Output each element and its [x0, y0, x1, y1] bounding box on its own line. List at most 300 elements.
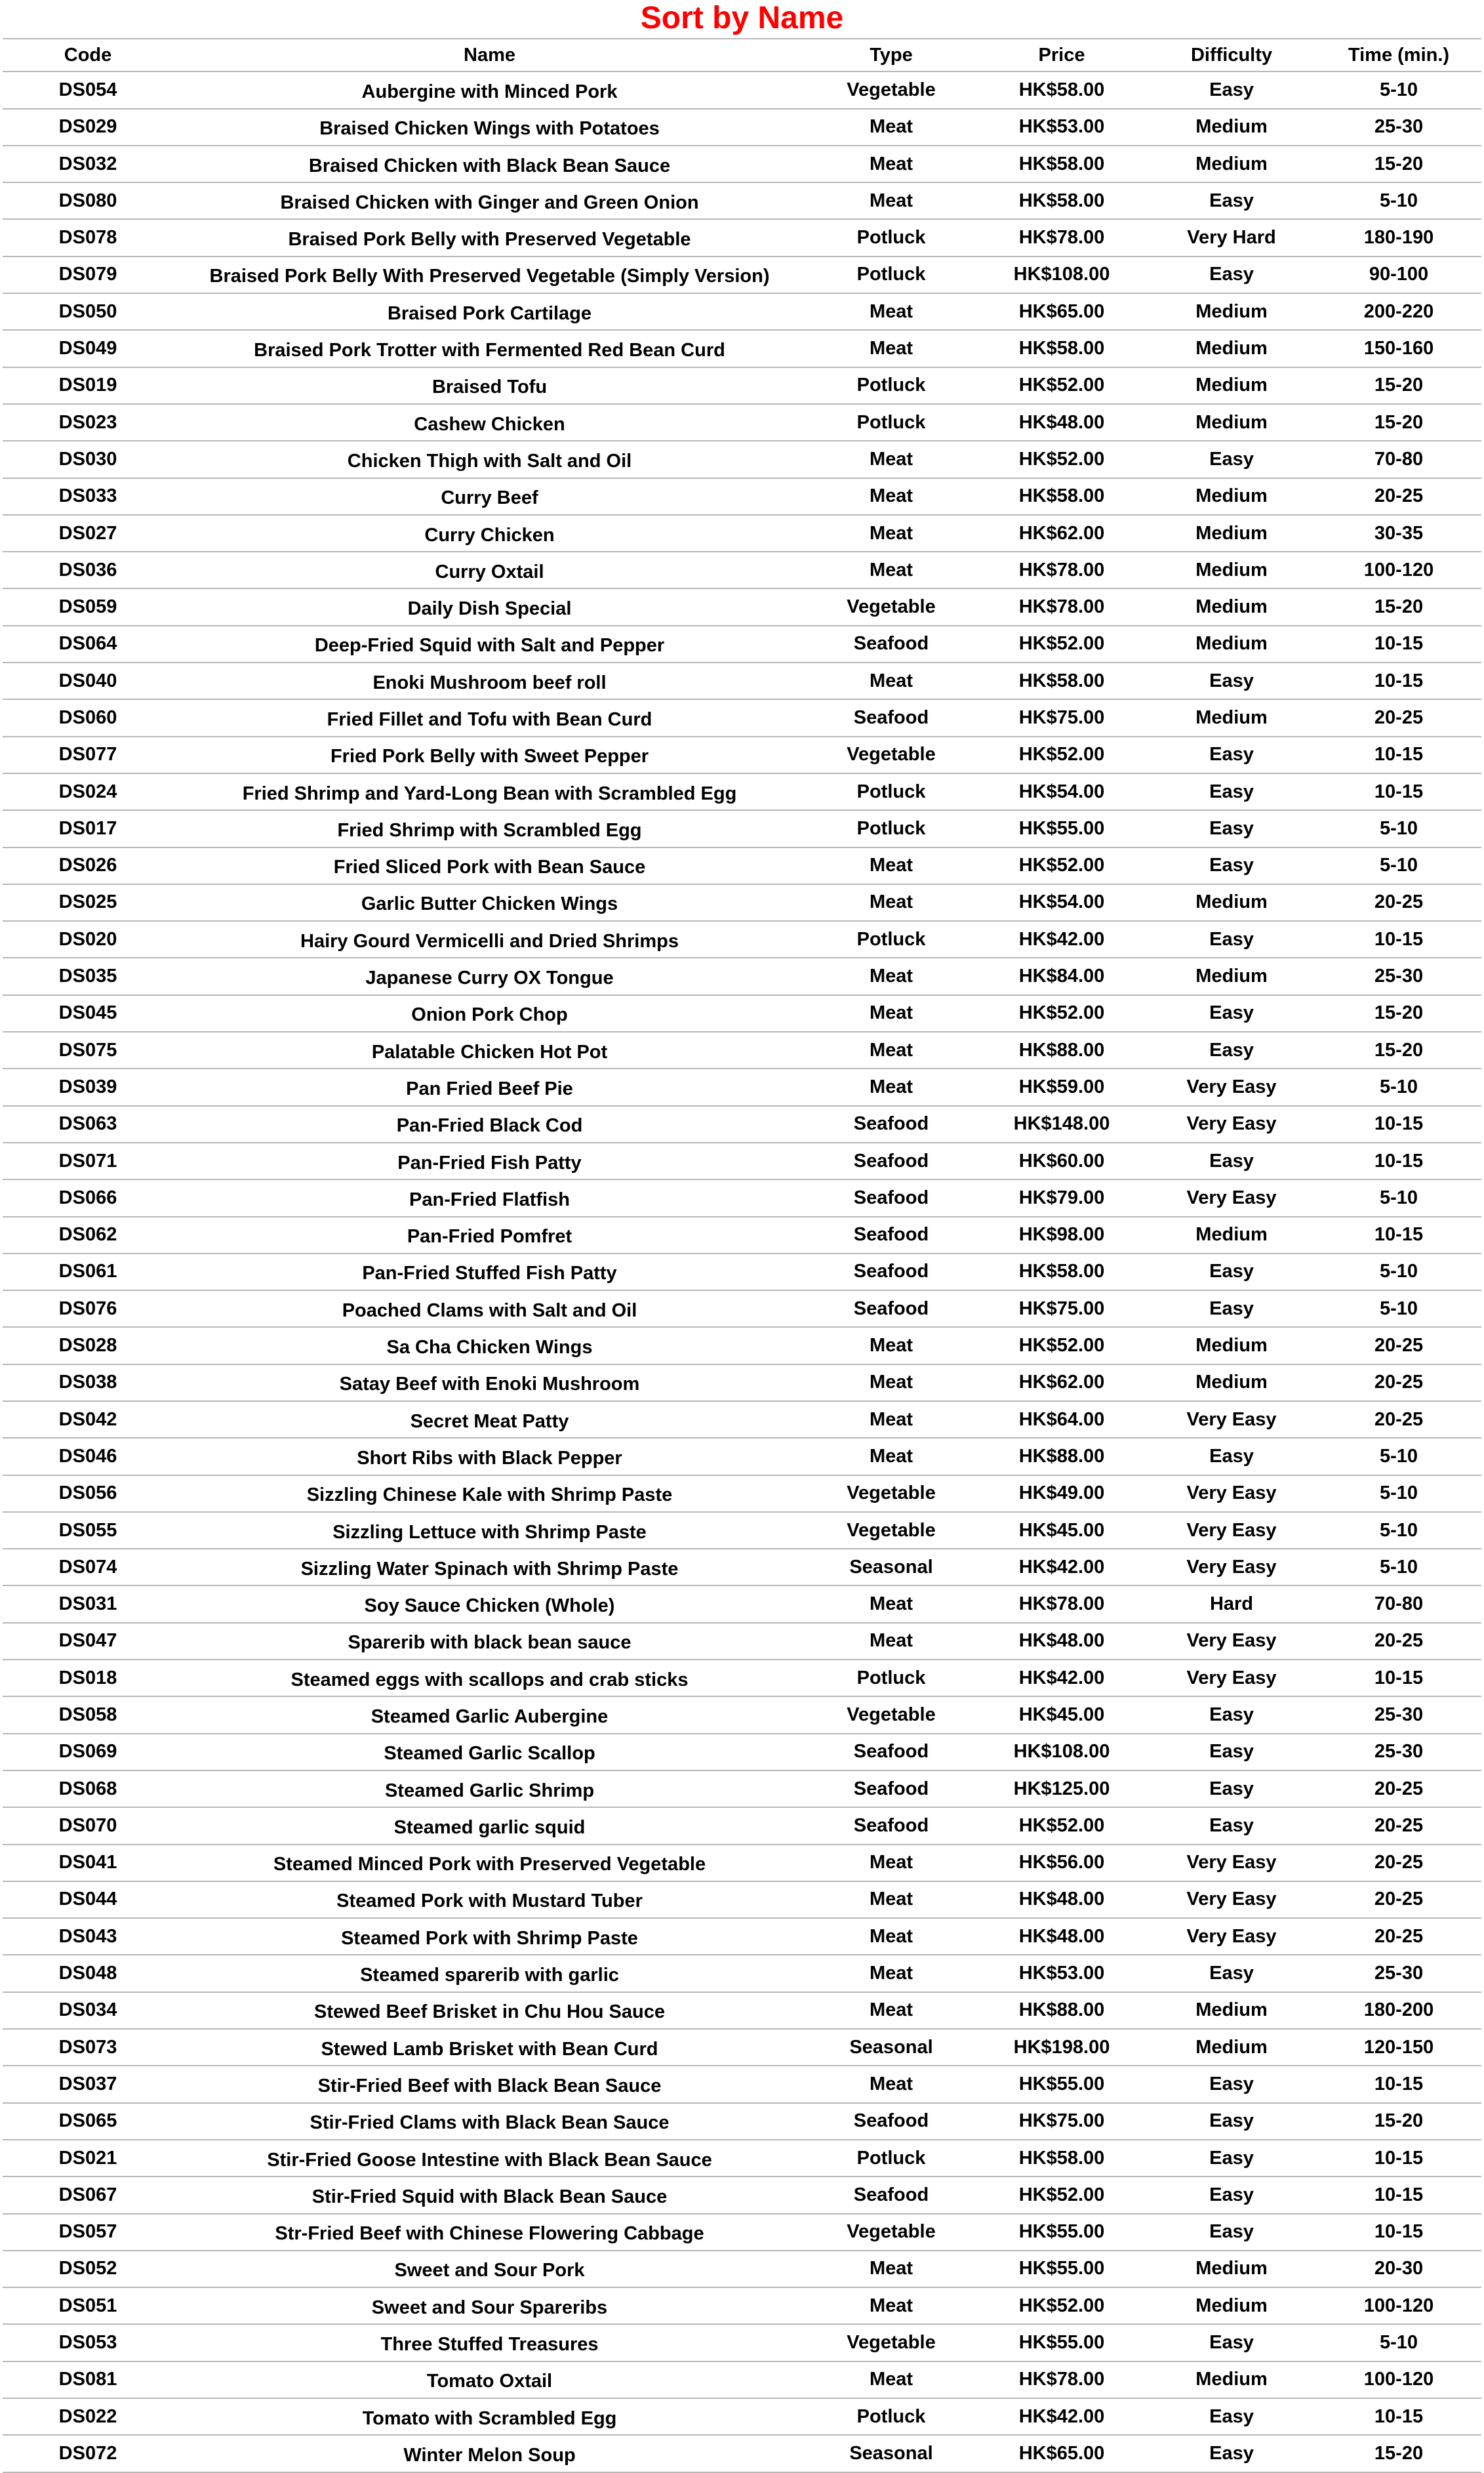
- code-cell: DS024: [3, 773, 173, 810]
- time-cell: 15-20: [1316, 2435, 1481, 2472]
- name-cell: Secret Meat Patty: [173, 1401, 806, 1438]
- name-cell: Garlic Butter Chicken Wings: [173, 884, 806, 921]
- table-row: [3, 146, 1481, 182]
- type-cell: Meat: [806, 1364, 976, 1401]
- time-cell: 180-200: [1316, 1992, 1481, 2029]
- type-cell: Vegetable: [806, 1475, 976, 1512]
- price-cell: HK$65.00: [976, 293, 1147, 330]
- name-cell: Steamed eggs with scallops and crab sticks: [173, 1660, 806, 1696]
- name-cell: Sizzling Chinese Kale with Shrimp Paste: [173, 1475, 806, 1512]
- time-cell: 70-80: [1316, 441, 1481, 478]
- price-cell: HK$42.00: [976, 1549, 1147, 1585]
- name-cell: Pan-Fried Flatfish: [173, 1179, 806, 1216]
- difficulty-cell: Medium: [1147, 2251, 1316, 2287]
- table-row: [3, 1290, 1481, 1327]
- name-cell: Onion Pork Chop: [173, 995, 806, 1032]
- type-cell: Seafood: [806, 1143, 976, 1179]
- price-cell: HK$108.00: [976, 256, 1147, 293]
- table-row: [3, 441, 1481, 478]
- difficulty-cell: Medium: [1147, 367, 1316, 404]
- price-cell: HK$42.00: [976, 2398, 1147, 2435]
- time-cell: 15-20: [1316, 367, 1481, 404]
- price-cell: HK$65.00: [976, 2435, 1147, 2472]
- type-cell: Meat: [806, 441, 976, 478]
- price-cell: HK$75.00: [976, 2103, 1147, 2140]
- time-cell: 5-10: [1316, 1290, 1481, 1327]
- name-cell: Sizzling Lettuce with Shrimp Paste: [173, 1512, 806, 1549]
- time-cell: 10-15: [1316, 2177, 1481, 2213]
- type-cell: Potluck: [806, 921, 976, 958]
- type-cell: Potluck: [806, 773, 976, 810]
- type-cell: Seafood: [806, 699, 976, 736]
- table-row: [3, 72, 1481, 108]
- table-row: [3, 1660, 1481, 1696]
- name-cell: Sparerib with black bean sauce: [173, 1623, 806, 1660]
- type-cell: Meat: [806, 663, 976, 699]
- price-cell: HK$98.00: [976, 1217, 1147, 1254]
- type-cell: Meat: [806, 1845, 976, 1881]
- price-cell: HK$55.00: [976, 2324, 1147, 2361]
- price-cell: HK$78.00: [976, 2361, 1147, 2398]
- type-cell: Meat: [806, 1955, 976, 1992]
- difficulty-cell: Medium: [1147, 884, 1316, 921]
- price-cell: HK$62.00: [976, 1364, 1147, 1401]
- type-cell: Potluck: [806, 2140, 976, 2177]
- name-cell: Steamed Garlic Aubergine: [173, 1696, 806, 1733]
- price-cell: HK$58.00: [976, 478, 1147, 515]
- table-row: [3, 330, 1481, 367]
- table-row: [3, 2251, 1481, 2287]
- type-cell: Seafood: [806, 1734, 976, 1770]
- time-cell: 5-10: [1316, 1254, 1481, 1290]
- difficulty-cell: Easy: [1147, 1770, 1316, 1807]
- price-cell: HK$52.00: [976, 2287, 1147, 2324]
- difficulty-cell: Medium: [1147, 699, 1316, 736]
- type-cell: Vegetable: [806, 1512, 976, 1549]
- price-cell: HK$42.00: [976, 1660, 1147, 1696]
- code-cell: DS072: [3, 2435, 173, 2472]
- name-cell: Sa Cha Chicken Wings: [173, 1327, 806, 1364]
- name-cell: Tomato Oxtail: [173, 2361, 806, 2398]
- price-cell: HK$48.00: [976, 404, 1147, 441]
- time-cell: 10-15: [1316, 1106, 1481, 1143]
- price-cell: HK$58.00: [976, 1254, 1147, 1290]
- price-cell: HK$55.00: [976, 2066, 1147, 2102]
- difficulty-cell: Medium: [1147, 478, 1316, 515]
- difficulty-cell: Easy: [1147, 921, 1316, 958]
- code-cell: DS029: [3, 109, 173, 146]
- name-cell: Short Ribs with Black Pepper: [173, 1438, 806, 1475]
- difficulty-cell: Medium: [1147, 293, 1316, 330]
- type-cell: Seasonal: [806, 1549, 976, 1585]
- name-cell: Steamed Garlic Shrimp: [173, 1770, 806, 1807]
- table-row: [3, 588, 1481, 625]
- difficulty-cell: Easy: [1147, 2398, 1316, 2435]
- difficulty-cell: Medium: [1147, 109, 1316, 146]
- difficulty-cell: Very Easy: [1147, 1845, 1316, 1881]
- name-cell: Steamed Pork with Mustard Tuber: [173, 1881, 806, 1918]
- code-cell: DS031: [3, 1585, 173, 1622]
- type-cell: Potluck: [806, 256, 976, 293]
- time-cell: 25-30: [1316, 1734, 1481, 1770]
- code-cell: DS061: [3, 1254, 173, 1290]
- difficulty-cell: Easy: [1147, 1955, 1316, 1992]
- type-cell: Seafood: [806, 1290, 976, 1327]
- table-row: [3, 1918, 1481, 1955]
- code-cell: DS037: [3, 2066, 173, 2102]
- price-cell: HK$58.00: [976, 146, 1147, 182]
- time-cell: 10-15: [1316, 1660, 1481, 1696]
- price-cell: HK$64.00: [976, 1401, 1147, 1438]
- type-cell: Seafood: [806, 1807, 976, 1844]
- table-body: [3, 72, 1481, 2472]
- time-cell: 20-25: [1316, 884, 1481, 921]
- type-cell: Vegetable: [806, 737, 976, 773]
- name-cell: Pan-Fried Stuffed Fish Patty: [173, 1254, 806, 1290]
- code-cell: DS038: [3, 1364, 173, 1401]
- code-cell: DS069: [3, 1734, 173, 1770]
- dishes-table: [3, 38, 1481, 2473]
- time-cell: 5-10: [1316, 182, 1481, 219]
- table-row: [3, 1364, 1481, 1401]
- code-cell: DS018: [3, 1660, 173, 1696]
- price-cell: HK$55.00: [976, 810, 1147, 847]
- difficulty-cell: Easy: [1147, 182, 1316, 219]
- table-row: [3, 1845, 1481, 1881]
- difficulty-cell: Easy: [1147, 2214, 1316, 2251]
- table-row: [3, 2361, 1481, 2398]
- name-cell: Steamed Garlic Scallop: [173, 1734, 806, 1770]
- price-cell: HK$55.00: [976, 2251, 1147, 2287]
- code-cell: DS073: [3, 2029, 173, 2066]
- time-cell: 90-100: [1316, 256, 1481, 293]
- difficulty-cell: Easy: [1147, 2324, 1316, 2361]
- code-cell: DS067: [3, 2177, 173, 2213]
- type-cell: Seafood: [806, 2103, 976, 2140]
- type-cell: Meat: [806, 478, 976, 515]
- price-cell: HK$75.00: [976, 1290, 1147, 1327]
- difficulty-cell: Easy: [1147, 1438, 1316, 1475]
- time-cell: 10-15: [1316, 773, 1481, 810]
- price-cell: HK$55.00: [976, 2214, 1147, 2251]
- name-cell: Steamed sparerib with garlic: [173, 1955, 806, 1992]
- table-row: [3, 1585, 1481, 1622]
- time-cell: 10-15: [1316, 2066, 1481, 2102]
- time-cell: 5-10: [1316, 2324, 1481, 2361]
- difficulty-cell: Medium: [1147, 2361, 1316, 2398]
- difficulty-cell: Medium: [1147, 2029, 1316, 2066]
- type-cell: Meat: [806, 2361, 976, 2398]
- code-cell: DS065: [3, 2103, 173, 2140]
- column-header-difficulty: Difficulty: [1147, 39, 1316, 72]
- price-cell: HK$60.00: [976, 1143, 1147, 1179]
- name-cell: Pan-Fried Black Cod: [173, 1106, 806, 1143]
- difficulty-cell: Very Easy: [1147, 1512, 1316, 1549]
- table-row: [3, 2177, 1481, 2213]
- price-cell: HK$78.00: [976, 552, 1147, 588]
- difficulty-cell: Medium: [1147, 146, 1316, 182]
- table-row: [3, 2398, 1481, 2435]
- code-cell: DS046: [3, 1438, 173, 1475]
- table-row: [3, 699, 1481, 736]
- difficulty-cell: Easy: [1147, 2066, 1316, 2102]
- code-cell: DS057: [3, 2214, 173, 2251]
- time-cell: 70-80: [1316, 1585, 1481, 1622]
- difficulty-cell: Easy: [1147, 663, 1316, 699]
- difficulty-cell: Easy: [1147, 1807, 1316, 1844]
- type-cell: Meat: [806, 1438, 976, 1475]
- column-header-time: Time (min.): [1316, 39, 1481, 72]
- type-cell: Meat: [806, 552, 976, 588]
- code-cell: DS020: [3, 921, 173, 958]
- name-cell: Fried Shrimp and Yard-Long Bean with Scrambled Egg: [173, 773, 806, 810]
- price-cell: HK$88.00: [976, 1032, 1147, 1069]
- difficulty-cell: Easy: [1147, 773, 1316, 810]
- difficulty-cell: Medium: [1147, 1364, 1316, 1401]
- code-cell: DS080: [3, 182, 173, 219]
- time-cell: 20-25: [1316, 1807, 1481, 1844]
- type-cell: Seafood: [806, 1254, 976, 1290]
- time-cell: 15-20: [1316, 1032, 1481, 1069]
- table-row: [3, 1254, 1481, 1290]
- column-header-name: Name: [173, 39, 806, 72]
- type-cell: Meat: [806, 330, 976, 367]
- time-cell: 10-15: [1316, 663, 1481, 699]
- time-cell: 5-10: [1316, 1179, 1481, 1216]
- type-cell: Meat: [806, 848, 976, 884]
- difficulty-cell: Easy: [1147, 1734, 1316, 1770]
- price-cell: HK$52.00: [976, 737, 1147, 773]
- price-cell: HK$42.00: [976, 921, 1147, 958]
- name-cell: Enoki Mushroom beef roll: [173, 663, 806, 699]
- code-cell: DS081: [3, 2361, 173, 2398]
- difficulty-cell: Very Easy: [1147, 1918, 1316, 1955]
- time-cell: 15-20: [1316, 2103, 1481, 2140]
- time-cell: 20-25: [1316, 1327, 1481, 1364]
- time-cell: 5-10: [1316, 72, 1481, 108]
- code-cell: DS019: [3, 367, 173, 404]
- code-cell: DS022: [3, 2398, 173, 2435]
- difficulty-cell: Easy: [1147, 737, 1316, 773]
- difficulty-cell: Easy: [1147, 1290, 1316, 1327]
- table-row: [3, 1549, 1481, 1585]
- type-cell: Potluck: [806, 219, 976, 256]
- table-row: [3, 256, 1481, 293]
- type-cell: Potluck: [806, 2398, 976, 2435]
- time-cell: 200-220: [1316, 293, 1481, 330]
- time-cell: 10-15: [1316, 2398, 1481, 2435]
- code-cell: DS058: [3, 1696, 173, 1733]
- price-cell: HK$56.00: [976, 1845, 1147, 1881]
- code-cell: DS026: [3, 848, 173, 884]
- code-cell: DS052: [3, 2251, 173, 2287]
- type-cell: Seasonal: [806, 2435, 976, 2472]
- name-cell: Curry Oxtail: [173, 552, 806, 588]
- code-cell: DS017: [3, 810, 173, 847]
- code-cell: DS039: [3, 1069, 173, 1105]
- table-row: [3, 1217, 1481, 1254]
- time-cell: 180-190: [1316, 219, 1481, 256]
- type-cell: Meat: [806, 1069, 976, 1105]
- price-cell: HK$58.00: [976, 330, 1147, 367]
- table-row: [3, 1106, 1481, 1143]
- price-cell: HK$198.00: [976, 2029, 1147, 2066]
- name-cell: Aubergine with Minced Pork: [173, 72, 806, 108]
- code-cell: DS023: [3, 404, 173, 441]
- type-cell: Meat: [806, 1623, 976, 1660]
- difficulty-cell: Medium: [1147, 515, 1316, 552]
- code-cell: DS074: [3, 1549, 173, 1585]
- name-cell: Fried Fillet and Tofu with Bean Curd: [173, 699, 806, 736]
- code-cell: DS062: [3, 1217, 173, 1254]
- difficulty-cell: Very Hard: [1147, 219, 1316, 256]
- code-cell: DS060: [3, 699, 173, 736]
- type-cell: Meat: [806, 293, 976, 330]
- table-row: [3, 1032, 1481, 1069]
- code-cell: DS071: [3, 1143, 173, 1179]
- difficulty-cell: Very Easy: [1147, 1881, 1316, 1918]
- price-cell: HK$52.00: [976, 1807, 1147, 1844]
- difficulty-cell: Very Easy: [1147, 1106, 1316, 1143]
- code-cell: DS051: [3, 2287, 173, 2324]
- price-cell: HK$53.00: [976, 1955, 1147, 1992]
- difficulty-cell: Easy: [1147, 2435, 1316, 2472]
- type-cell: Meat: [806, 2066, 976, 2102]
- table-row: [3, 367, 1481, 404]
- price-cell: HK$58.00: [976, 2140, 1147, 2177]
- type-cell: Meat: [806, 2251, 976, 2287]
- code-cell: DS078: [3, 219, 173, 256]
- header-row: [3, 39, 1481, 72]
- code-cell: DS025: [3, 884, 173, 921]
- table-row: [3, 1955, 1481, 1992]
- time-cell: 10-15: [1316, 737, 1481, 773]
- time-cell: 20-25: [1316, 1401, 1481, 1438]
- table-row: [3, 921, 1481, 958]
- type-cell: Potluck: [806, 404, 976, 441]
- name-cell: Braised Pork Belly with Preserved Vegetable: [173, 219, 806, 256]
- name-cell: Tomato with Scrambled Egg: [173, 2398, 806, 2435]
- table-row: [3, 1770, 1481, 1807]
- price-cell: HK$84.00: [976, 958, 1147, 994]
- price-cell: HK$59.00: [976, 1069, 1147, 1105]
- difficulty-cell: Hard: [1147, 1585, 1316, 1622]
- table-row: [3, 773, 1481, 810]
- type-cell: Meat: [806, 1881, 976, 1918]
- difficulty-cell: Medium: [1147, 330, 1316, 367]
- name-cell: Fried Sliced Pork with Bean Sauce: [173, 848, 806, 884]
- time-cell: 25-30: [1316, 109, 1481, 146]
- table-row: [3, 737, 1481, 773]
- code-cell: DS049: [3, 330, 173, 367]
- name-cell: Pan-Fried Pomfret: [173, 1217, 806, 1254]
- table-row: [3, 2324, 1481, 2361]
- code-cell: DS075: [3, 1032, 173, 1069]
- time-cell: 10-15: [1316, 921, 1481, 958]
- price-cell: HK$62.00: [976, 515, 1147, 552]
- name-cell: Steamed garlic squid: [173, 1807, 806, 1844]
- time-cell: 20-25: [1316, 478, 1481, 515]
- difficulty-cell: Very Easy: [1147, 1623, 1316, 1660]
- table-row: [3, 995, 1481, 1032]
- price-cell: HK$52.00: [976, 2177, 1147, 2213]
- difficulty-cell: Medium: [1147, 2287, 1316, 2324]
- price-cell: HK$53.00: [976, 109, 1147, 146]
- type-cell: Meat: [806, 182, 976, 219]
- name-cell: Fried Pork Belly with Sweet Pepper: [173, 737, 806, 773]
- price-cell: HK$58.00: [976, 663, 1147, 699]
- name-cell: Stewed Lamb Brisket with Bean Curd: [173, 2029, 806, 2066]
- time-cell: 100-120: [1316, 2361, 1481, 2398]
- difficulty-cell: Easy: [1147, 1696, 1316, 1733]
- name-cell: Fried Shrimp with Scrambled Egg: [173, 810, 806, 847]
- name-cell: Stewed Beef Brisket in Chu Hou Sauce: [173, 1992, 806, 2029]
- name-cell: Curry Beef: [173, 478, 806, 515]
- difficulty-cell: Medium: [1147, 1992, 1316, 2029]
- code-cell: DS040: [3, 663, 173, 699]
- time-cell: 25-30: [1316, 1696, 1481, 1733]
- name-cell: Winter Melon Soup: [173, 2435, 806, 2472]
- price-cell: HK$125.00: [976, 1770, 1147, 1807]
- code-cell: DS027: [3, 515, 173, 552]
- code-cell: DS047: [3, 1623, 173, 1660]
- name-cell: Cashew Chicken: [173, 404, 806, 441]
- table-row: [3, 1401, 1481, 1438]
- price-cell: HK$78.00: [976, 588, 1147, 625]
- table-row: [3, 1143, 1481, 1179]
- table-row: [3, 2103, 1481, 2140]
- type-cell: Vegetable: [806, 2214, 976, 2251]
- table-row: [3, 1992, 1481, 2029]
- difficulty-cell: Medium: [1147, 1217, 1316, 1254]
- time-cell: 5-10: [1316, 1438, 1481, 1475]
- table-row: [3, 1734, 1481, 1770]
- price-cell: HK$45.00: [976, 1512, 1147, 1549]
- name-cell: Stir-Fried Clams with Black Bean Sauce: [173, 2103, 806, 2140]
- name-cell: Pan Fried Beef Pie: [173, 1069, 806, 1105]
- code-cell: DS032: [3, 146, 173, 182]
- name-cell: Palatable Chicken Hot Pot: [173, 1032, 806, 1069]
- code-cell: DS056: [3, 1475, 173, 1512]
- table-row: [3, 478, 1481, 515]
- time-cell: 20-25: [1316, 1770, 1481, 1807]
- type-cell: Seafood: [806, 1217, 976, 1254]
- name-cell: Stir-Fried Goose Intestine with Black Bean Sauce: [173, 2140, 806, 2177]
- price-cell: HK$48.00: [976, 1623, 1147, 1660]
- type-cell: Seafood: [806, 1179, 976, 1216]
- time-cell: 10-15: [1316, 626, 1481, 663]
- type-cell: Meat: [806, 2287, 976, 2324]
- difficulty-cell: Very Easy: [1147, 1660, 1316, 1696]
- table-row: [3, 2287, 1481, 2324]
- name-cell: Hairy Gourd Vermicelli and Dried Shrimps: [173, 921, 806, 958]
- code-cell: DS068: [3, 1770, 173, 1807]
- code-cell: DS053: [3, 2324, 173, 2361]
- page-title: Sort by Name: [640, 1, 844, 35]
- price-cell: HK$79.00: [976, 1179, 1147, 1216]
- price-cell: HK$58.00: [976, 72, 1147, 108]
- name-cell: Deep-Fried Squid with Salt and Pepper: [173, 626, 806, 663]
- name-cell: Braised Pork Trotter with Fermented Red Bean Curd: [173, 330, 806, 367]
- type-cell: Potluck: [806, 810, 976, 847]
- name-cell: Braised Tofu: [173, 367, 806, 404]
- type-cell: Vegetable: [806, 72, 976, 108]
- time-cell: 25-30: [1316, 958, 1481, 994]
- name-cell: Sweet and Sour Pork: [173, 2251, 806, 2287]
- code-cell: DS036: [3, 552, 173, 588]
- time-cell: 10-15: [1316, 1143, 1481, 1179]
- type-cell: Meat: [806, 958, 976, 994]
